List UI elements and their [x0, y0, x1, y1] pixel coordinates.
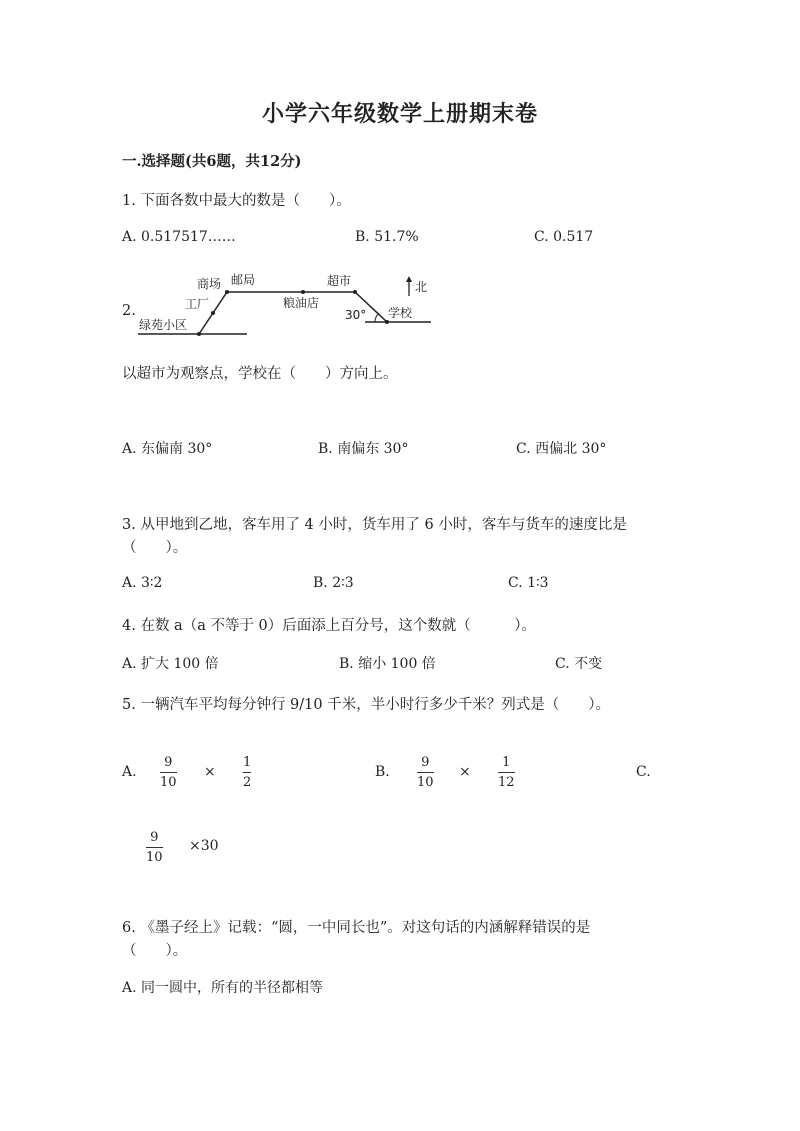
map-label-grain-shop: 粮油店 [283, 296, 320, 310]
question-4-stem: 4. 在数 a（a 不等于 0）后面添上百分号，这个数就（ ）。 [122, 618, 537, 634]
map-label-supermarket: 超市 [327, 274, 352, 288]
question-2-number: 2. [122, 303, 136, 319]
question-5-option-a-times: × [204, 764, 216, 780]
question-5-option-c-label: C. [636, 764, 651, 780]
question-5-option-c-rest: ×30 [189, 838, 219, 854]
question-3-option-c: C. 1∶3 [508, 575, 549, 591]
question-5-option-b-times: × [459, 764, 471, 780]
map-label-community: 绿苑小区 [139, 318, 188, 332]
map-label-factory: 工厂 [185, 297, 210, 311]
map-label-post: 邮局 [231, 273, 256, 287]
section-heading: 一.选择题(共6题，共12分) [122, 153, 302, 170]
question-2-option-a: A. 东偏南 30° [122, 441, 213, 457]
fraction-numerator: 9 [164, 755, 173, 770]
fraction-bar [243, 772, 251, 773]
question-1-stem: 1. 下面各数中最大的数是（ ）。 [122, 193, 351, 209]
map-angle-arc [375, 314, 378, 322]
question-3-stem-line-2: （ ）。 [122, 540, 188, 556]
question-6-option-a: A. 同一圆中，所有的半径都相等 [122, 980, 324, 996]
fraction-bar [160, 772, 177, 773]
map-label-angle: 30° [345, 308, 367, 322]
question-6-stem-line-2: （ ）。 [122, 943, 188, 959]
fraction-numerator: 9 [421, 755, 430, 770]
question-5-option-a-fraction-1 [160, 756, 177, 789]
question-2-stem: 以超市为观察点，学校在（ ）方向上。 [122, 366, 398, 382]
fraction-numerator: 1 [502, 755, 511, 770]
fraction-denominator: 10 [417, 775, 434, 790]
map-point-school [385, 320, 389, 324]
question-5-option-c-fraction [146, 831, 163, 864]
map-point-mall [225, 290, 229, 294]
question-2-option-b: B. 南偏东 30° [318, 441, 409, 457]
fraction-bar [498, 772, 515, 773]
map-point-grain-shop [301, 290, 305, 294]
fraction-denominator: 10 [160, 775, 177, 790]
question-4-option-c: C. 不变 [555, 656, 603, 672]
question-5-option-b-fraction-2 [498, 756, 515, 789]
map-point-supermarket [353, 290, 357, 294]
question-6-stem-line-1: 6. 《墨子经上》记载：“圆，一中同长也”。对这句话的内涵解释错误的是 [122, 920, 591, 936]
question-5-option-b-label: B. [375, 764, 390, 780]
fraction-bar [417, 772, 434, 773]
question-2-option-c: C. 西偏北 30° [516, 441, 607, 457]
question-5-stem: 5. 一辆汽车平均每分钟行 9/10 千米，半小时行多少千米？列式是（ ）。 [122, 697, 610, 713]
question-3-stem-line-1: 3. 从甲地到乙地，客车用了 4 小时，货车用了 6 小时，客车与货车的速度比是 [122, 517, 627, 533]
question-1-option-b: B. 51.7% [355, 229, 419, 245]
fraction-bar [146, 847, 163, 848]
map-point-factory [211, 311, 215, 315]
question-5-option-a-fraction-2 [243, 756, 251, 789]
fraction-numerator: 9 [150, 830, 159, 845]
fraction-denominator: 10 [146, 850, 163, 865]
question-5-option-a-label: A. [122, 764, 137, 780]
fraction-denominator: 12 [498, 775, 515, 790]
route-map-diagram [135, 268, 440, 340]
map-label-school: 学校 [388, 306, 413, 320]
north-arrow-head-icon [406, 276, 412, 282]
question-3-option-a: A. 3∶2 [122, 575, 163, 591]
page-title: 小学六年级数学上册期末卷 [261, 101, 538, 127]
question-1-option-c: C. 0.517 [534, 229, 594, 245]
map-label-mall: 商场 [197, 277, 222, 291]
question-3-option-b: B. 2∶3 [313, 575, 354, 591]
question-4-option-b: B. 缩小 100 倍 [339, 656, 436, 672]
map-point-community [197, 332, 201, 336]
fraction-numerator: 1 [243, 755, 252, 770]
map-label-north: 北 [415, 280, 428, 294]
fraction-denominator: 2 [243, 775, 252, 790]
question-5-option-b-fraction-1 [417, 756, 434, 789]
question-4-option-a: A. 扩大 100 倍 [122, 656, 219, 672]
question-1-option-a: A. 0.517517…… [122, 229, 236, 245]
